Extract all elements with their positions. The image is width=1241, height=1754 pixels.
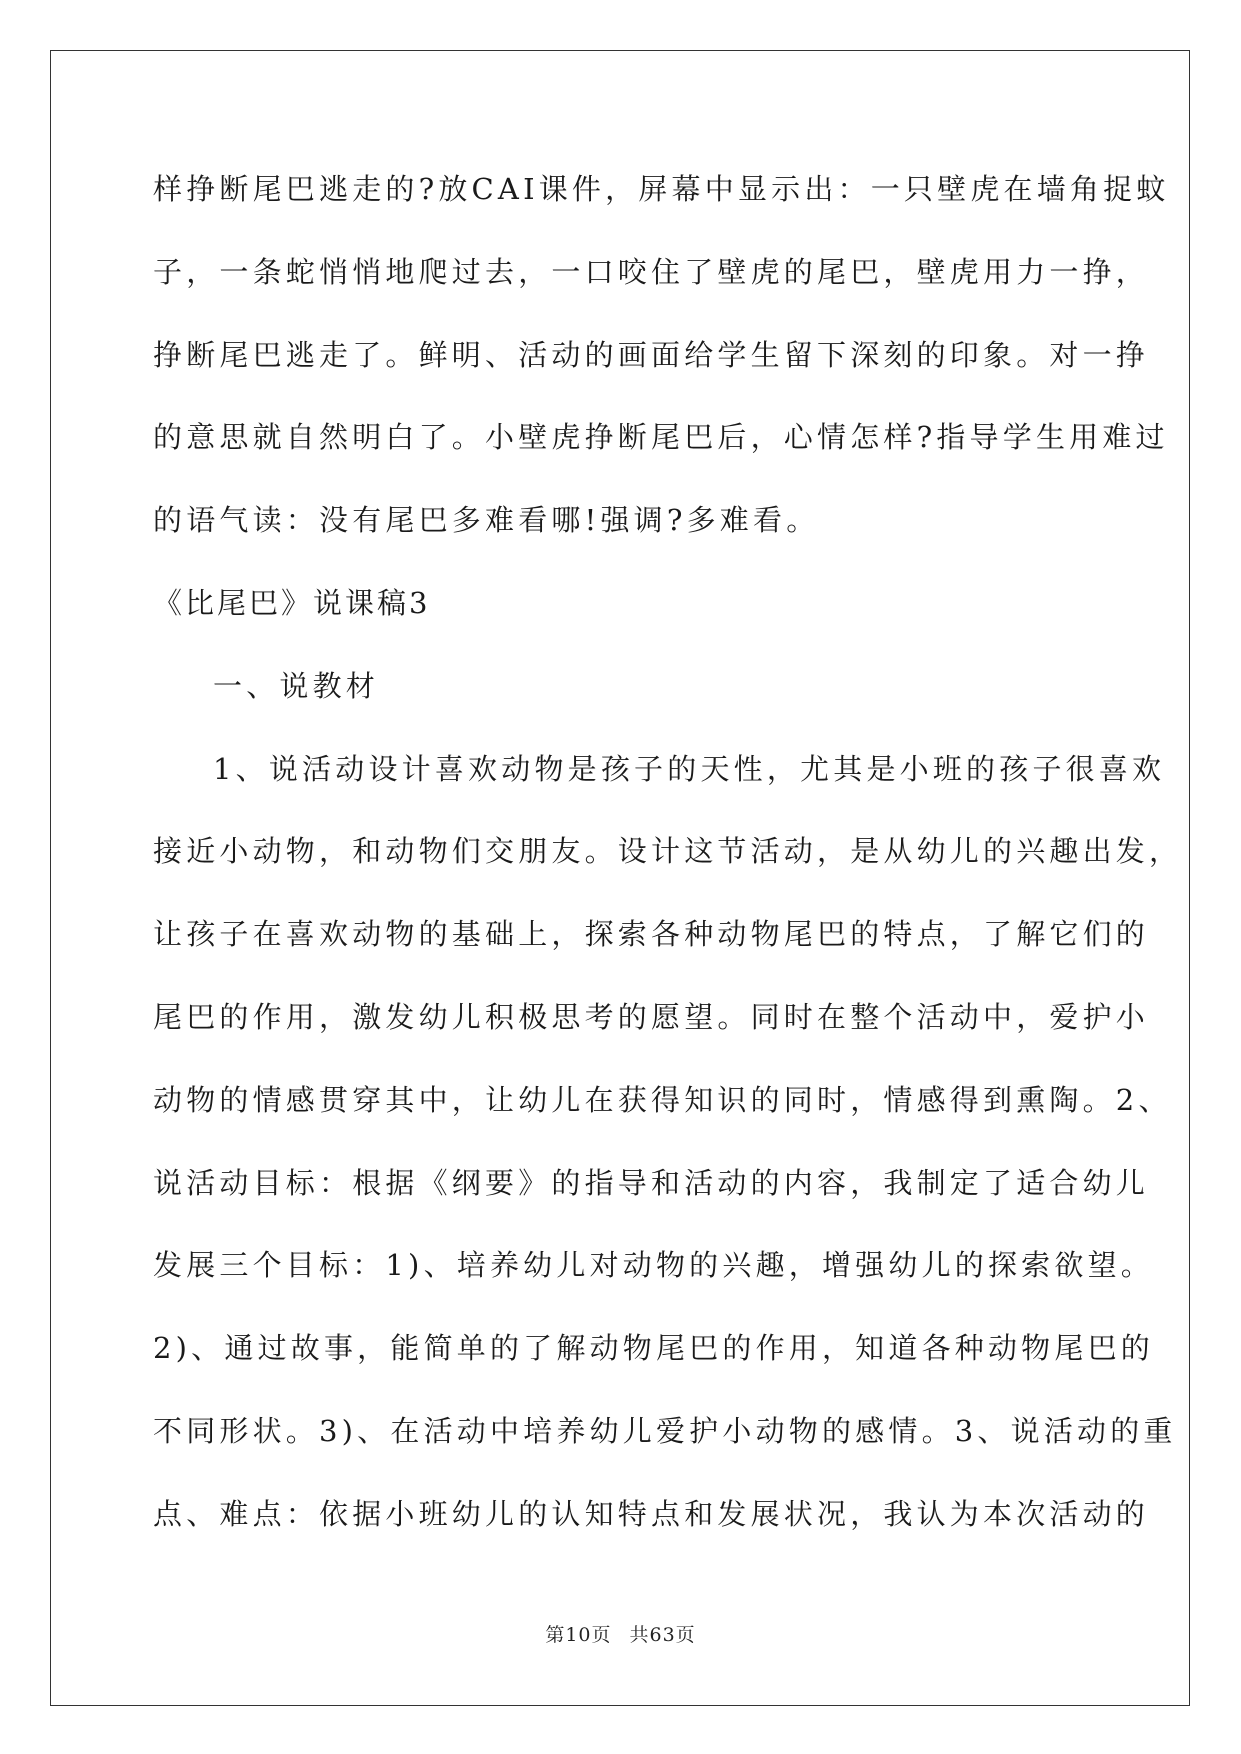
paragraph-line: 的语气读：没有尾巴多难看哪!强调?多难看。 xyxy=(153,503,820,538)
paragraph-line: 发展三个目标：1)、培养幼儿对动物的兴趣，增强幼儿的探索欲望。 xyxy=(153,1248,1154,1283)
paragraph-line: 2)、通过故事，能简单的了解动物尾巴的作用，知道各种动物尾巴的 xyxy=(153,1331,1154,1366)
paragraph-line: 样挣断尾巴逃走的?放CAI课件，屏幕中显示出：一只壁虎在墙角捉蚊 xyxy=(153,172,1170,206)
page-total: 共63页 xyxy=(629,1624,696,1646)
paragraph-line: 的意思就自然明白了。小壁虎挣断尾巴后，心情怎样?指导学生用难过 xyxy=(153,420,1169,455)
page-number: 第10页 xyxy=(545,1624,612,1646)
page-footer xyxy=(0,1620,1241,1647)
paragraph-line: 挣断尾巴逃走了。鲜明、活动的画面给学生留下深刻的印象。对一挣 xyxy=(153,337,1150,372)
paragraph-line: 尾巴的作用，激发幼儿积极思考的愿望。同时在整个活动中，爱护小 xyxy=(153,999,1150,1034)
document-body xyxy=(153,160,1183,1568)
paragraph-line: 说活动目标：根据《纲要》的指导和活动的内容，我制定了适合幼儿 xyxy=(153,1165,1150,1200)
section-heading: 一、说教材 xyxy=(213,668,380,703)
paragraph-line: 不同形状。3)、在活动中培养幼儿爱护小动物的感情。3、说活动的重 xyxy=(153,1413,1177,1448)
paragraph-line: 让孩子在喜欢动物的基础上，探索各种动物尾巴的特点，了解它们的 xyxy=(153,917,1150,952)
section-title: 《比尾巴》说课稿3 xyxy=(153,585,431,620)
paragraph-line: 1、说活动设计喜欢动物是孩子的天性，尤其是小班的孩子很喜欢 xyxy=(213,751,1166,786)
paragraph-line: 子，一条蛇悄悄地爬过去，一口咬住了壁虎的尾巴，壁虎用力一挣， xyxy=(153,254,1150,289)
paragraph-line: 动物的情感贯穿其中，让幼儿在获得知识的同时，情感得到熏陶。2、 xyxy=(153,1082,1172,1117)
paragraph-line: 点、难点：依据小班幼儿的认知特点和发展状况，我认为本次活动的 xyxy=(153,1496,1150,1531)
paragraph-line: 接近小动物，和动物们交朋友。设计这节活动，是从幼儿的兴趣出发， xyxy=(153,834,1183,869)
